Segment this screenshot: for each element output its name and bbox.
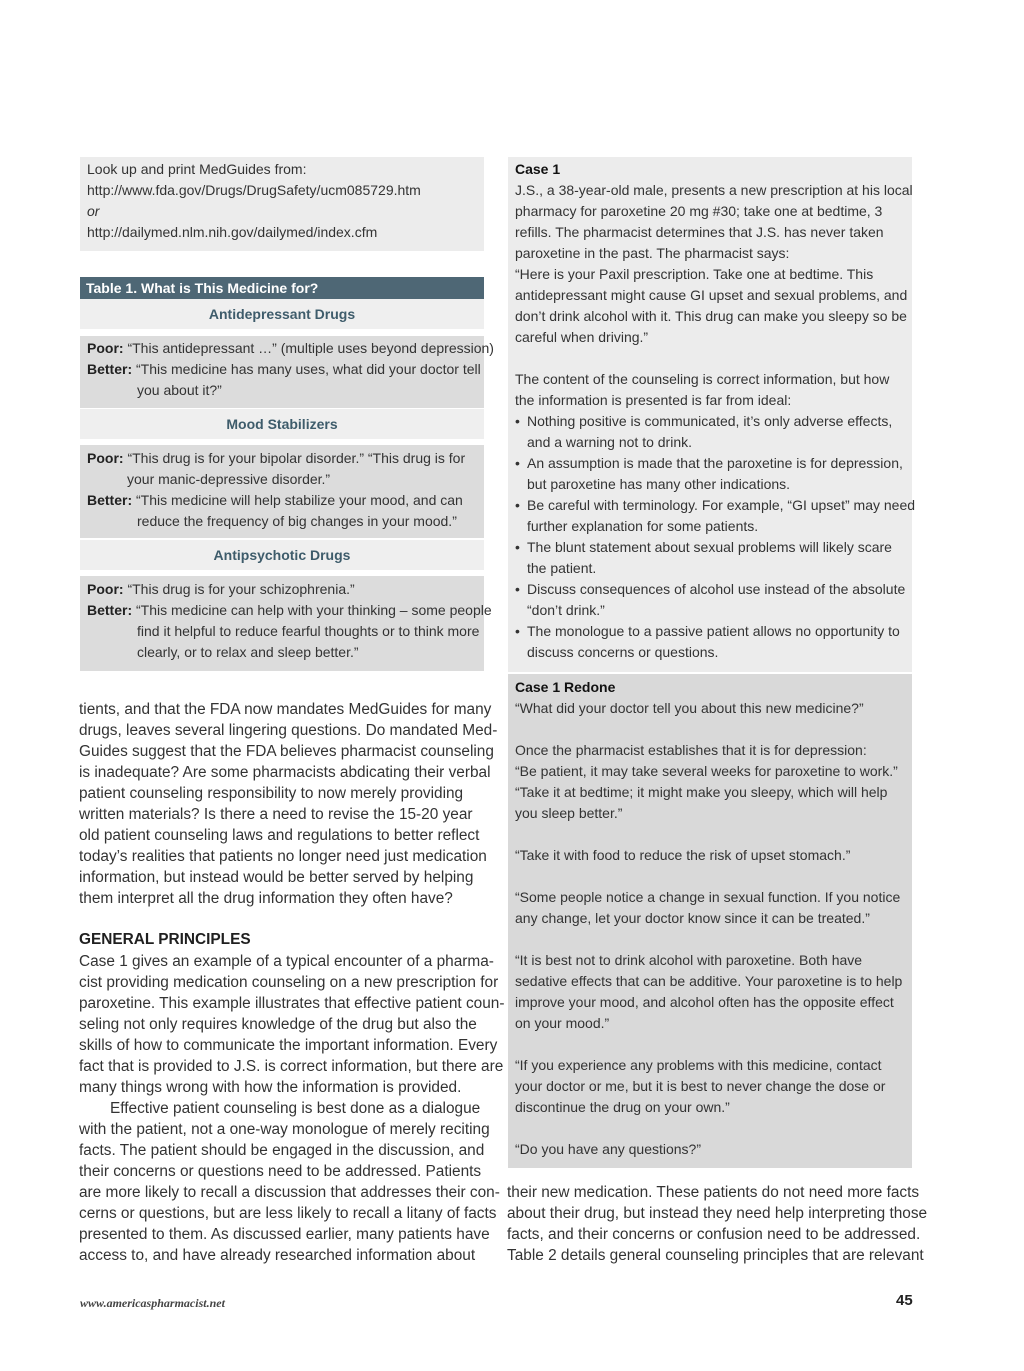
body-line: skills of how to communicate the important information. Every: [79, 1037, 498, 1054]
bullet-item-cont: the patient.: [527, 560, 597, 576]
antidepressant-better-cont: you about it?”: [137, 382, 222, 398]
redone-line: “Take it at bedtime; it might make you sleepy, which will help: [515, 784, 888, 800]
medguides-intro: Look up and print MedGuides from:: [87, 161, 307, 177]
medguides-url-dailymed[interactable]: http://dailymed.nlm.nih.gov/dailymed/index.cfm: [87, 224, 378, 240]
antipsychotic-better: [87, 600, 492, 621]
medguides-or: or: [87, 203, 100, 219]
case1-line: don’t drink alcohol with it. This drug can make you sleepy so be: [515, 308, 907, 324]
redone-line: “It is best not to drink alcohol with paroxetine. Both have: [515, 952, 863, 968]
bullet-item: Discuss consequences of alcohol use instead of the absolute: [527, 581, 906, 597]
mood-poor: [87, 448, 465, 469]
body-line: facts. The patient should be engaged in the discussion, and: [79, 1142, 485, 1159]
bullet-item: Be careful with terminology. For example, “GI upset” may need: [527, 497, 916, 513]
bullet-item-cont: further explanation for some patients.: [527, 518, 759, 534]
redone-line: “If you experience any problems with this medicine, contact: [515, 1057, 882, 1073]
redone-line: your doctor or me, but it is best to never change the dose or: [515, 1078, 886, 1094]
mood-better: [87, 490, 463, 511]
poor-text: “This antidepressant …” (multiple uses beyond depression): [127, 340, 494, 356]
bullet-item-cont: “don’t drink.”: [527, 602, 605, 618]
case1-line: paroxetine in the past. The pharmacist says:: [515, 245, 790, 261]
table1-antidepressant-heading: Antidepressant Drugs: [80, 299, 484, 329]
body-line: many things wrong with how the information is provided.: [79, 1079, 462, 1096]
table1-antipsychotic-heading: Antipsychotic Drugs: [80, 540, 484, 570]
bullet-icon: •: [515, 539, 520, 555]
body-line: are more likely to recall a discussion that addresses their con-: [79, 1184, 500, 1201]
mood-better-cont: reduce the frequency of big changes in your mood.”: [137, 513, 457, 529]
case1-line: “Here is your Paxil prescription. Take one at bedtime. This: [515, 266, 874, 282]
body-line: Effective patient counseling is best done as a dialogue: [110, 1100, 481, 1117]
body-line: their concerns or questions need to be addressed. Patients: [79, 1163, 482, 1180]
mood-poor-cont: your manic-depressive disorder.”: [127, 471, 331, 487]
body-line: with the patient, not a one-way monologue of merely reciting: [79, 1121, 490, 1138]
redone-line: Once the pharmacist establishes that it is for depression:: [515, 742, 867, 758]
case1-line: careful when driving.”: [515, 329, 649, 345]
redone-line: you sleep better.”: [515, 805, 623, 821]
bullet-icon: •: [515, 455, 520, 471]
body-line: patient counseling responsibility to now merely providing: [79, 785, 464, 802]
bullet-icon: •: [515, 623, 520, 639]
better-label: Better:: [87, 602, 133, 618]
body-line: information, but instead would be better served by helping: [79, 869, 474, 886]
better-text: “This medicine will help stabilize your mood, and can: [136, 492, 463, 508]
bullet-item-cont: discuss concerns or questions.: [527, 644, 719, 660]
poor-label: Poor:: [87, 450, 124, 466]
bullet-item: An assumption is made that the paroxetine is for depression,: [527, 455, 903, 471]
better-label: Better:: [87, 361, 133, 377]
body-line: drugs, leaves several lingering questions. Do mandated Med-: [79, 722, 498, 739]
better-text: “This medicine can help with your thinking – some people: [136, 602, 492, 618]
case1-line: antidepressant might cause GI upset and sexual problems, and: [515, 287, 908, 303]
bullet-item: The monologue to a passive patient allows no opportunity to: [527, 623, 900, 639]
redone-line: on your mood.”: [515, 1015, 610, 1031]
case1-line: J.S., a 38-year-old male, presents a new prescription at his local: [515, 182, 913, 198]
bullet-item: Nothing positive is communicated, it’s only adverse effects,: [527, 413, 893, 429]
poor-text: “This drug is for your bipolar disorder.” “This drug is for: [127, 450, 466, 466]
better-text: “This medicine has many uses, what did your doctor tell: [136, 361, 481, 377]
body-line: today’s realities that patients no longer need just medication: [79, 848, 487, 865]
bullet-icon: •: [515, 581, 520, 597]
antipsychotic-better-cont2: clearly, or to relax and sleep better.”: [137, 644, 359, 660]
body-line: Case 1 gives an example of a typical encounter of a pharma-: [79, 953, 494, 970]
case1-line: refills. The pharmacist determines that J.S. has never taken: [515, 224, 884, 240]
case1-title: Case 1: [515, 161, 561, 177]
body-line: about their drug, but instead they need help interpreting those: [507, 1205, 928, 1222]
body-line: fact that is provided to J.S. is correct information, but there are: [79, 1058, 504, 1075]
antipsychotic-better-cont1: find it helpful to reduce fearful thoughts or to think more: [137, 623, 480, 639]
body-line: seling not only requires knowledge of the drug but also the: [79, 1016, 477, 1033]
body-line: them interpret all the drug information they often have?: [79, 890, 453, 907]
body-line: cerns or questions, but are less likely to recall a litany of facts: [79, 1205, 497, 1222]
better-label: Better:: [87, 492, 133, 508]
poor-label: Poor:: [87, 340, 124, 356]
body-line: facts, and their concerns or confusion need to be addressed.: [507, 1226, 921, 1243]
section-heading-general-principles: GENERAL PRINCIPLES: [79, 931, 251, 948]
body-line: presented to them. As discussed earlier, many patients have: [79, 1226, 490, 1243]
page-number: 45: [896, 1292, 913, 1309]
medguides-url-fda[interactable]: http://www.fda.gov/Drugs/DrugSafety/ucm085729.htm: [87, 182, 421, 198]
body-line: is inadequate? Are some pharmacists abdicating their verbal: [79, 764, 491, 781]
redone-line: “Do you have any questions?”: [515, 1141, 701, 1157]
case1-line: The content of the counseling is correct information, but how: [515, 371, 890, 387]
redone-line: “Be patient, it may take several weeks for paroxetine to work.”: [515, 763, 898, 779]
bullet-icon: •: [515, 413, 520, 429]
body-line: cist providing medication counseling on a new prescription for: [79, 974, 499, 991]
body-line: tients, and that the FDA now mandates MedGuides for many: [79, 701, 492, 718]
redone-line: any change, let your doctor know since it can be treated.”: [515, 910, 870, 926]
antidepressant-better: [87, 359, 481, 380]
body-line: their new medication. These patients do not need more facts: [507, 1184, 920, 1201]
body-line: access to, and have already researched information about: [79, 1247, 476, 1264]
body-line: paroxetine. This example illustrates that effective patient coun-: [79, 995, 505, 1012]
bullet-item-cont: and a warning not to drink.: [527, 434, 692, 450]
redone-line: improve your mood, and alcohol often has the opposite effect: [515, 994, 894, 1010]
case1-line: the information is presented is far from ideal:: [515, 392, 792, 408]
body-line: old patient counseling laws and regulations to better reflect: [79, 827, 480, 844]
table1-mood-heading: Mood Stabilizers: [80, 409, 484, 439]
case1-redone-title: Case 1 Redone: [515, 679, 616, 695]
table1-title: Table 1. What is This Medicine for?: [80, 277, 484, 299]
antidepressant-poor: [87, 338, 494, 359]
poor-text: “This drug is for your schizophrenia.”: [127, 581, 355, 597]
body-line: Table 2 details general counseling principles that are relevant: [507, 1247, 924, 1264]
redone-line: sedative effects that can be additive. Your paroxetine is to help: [515, 973, 903, 989]
redone-line: “Some people notice a change in sexual function. If you notice: [515, 889, 901, 905]
bullet-item-cont: but paroxetine has many other indications.: [527, 476, 791, 492]
case1-line: pharmacy for paroxetine 20 mg #30; take one at bedtime, 3: [515, 203, 883, 219]
redone-line: discontinue the drug on your own.”: [515, 1099, 730, 1115]
redone-line: “Take it with food to reduce the risk of upset stomach.”: [515, 847, 851, 863]
antipsychotic-poor: [87, 579, 355, 600]
body-line: Guides suggest that the FDA believes pharmacist counseling: [79, 743, 494, 760]
body-line: written materials? Is there a need to revise the 15-20 year: [79, 806, 473, 823]
bullet-item: The blunt statement about sexual problems will likely scare: [527, 539, 892, 555]
footer-website-url[interactable]: www.americaspharmacist.net: [80, 1296, 225, 1310]
redone-line: “What did your doctor tell you about this new medicine?”: [515, 700, 864, 716]
bullet-icon: •: [515, 497, 520, 513]
poor-label: Poor:: [87, 581, 124, 597]
